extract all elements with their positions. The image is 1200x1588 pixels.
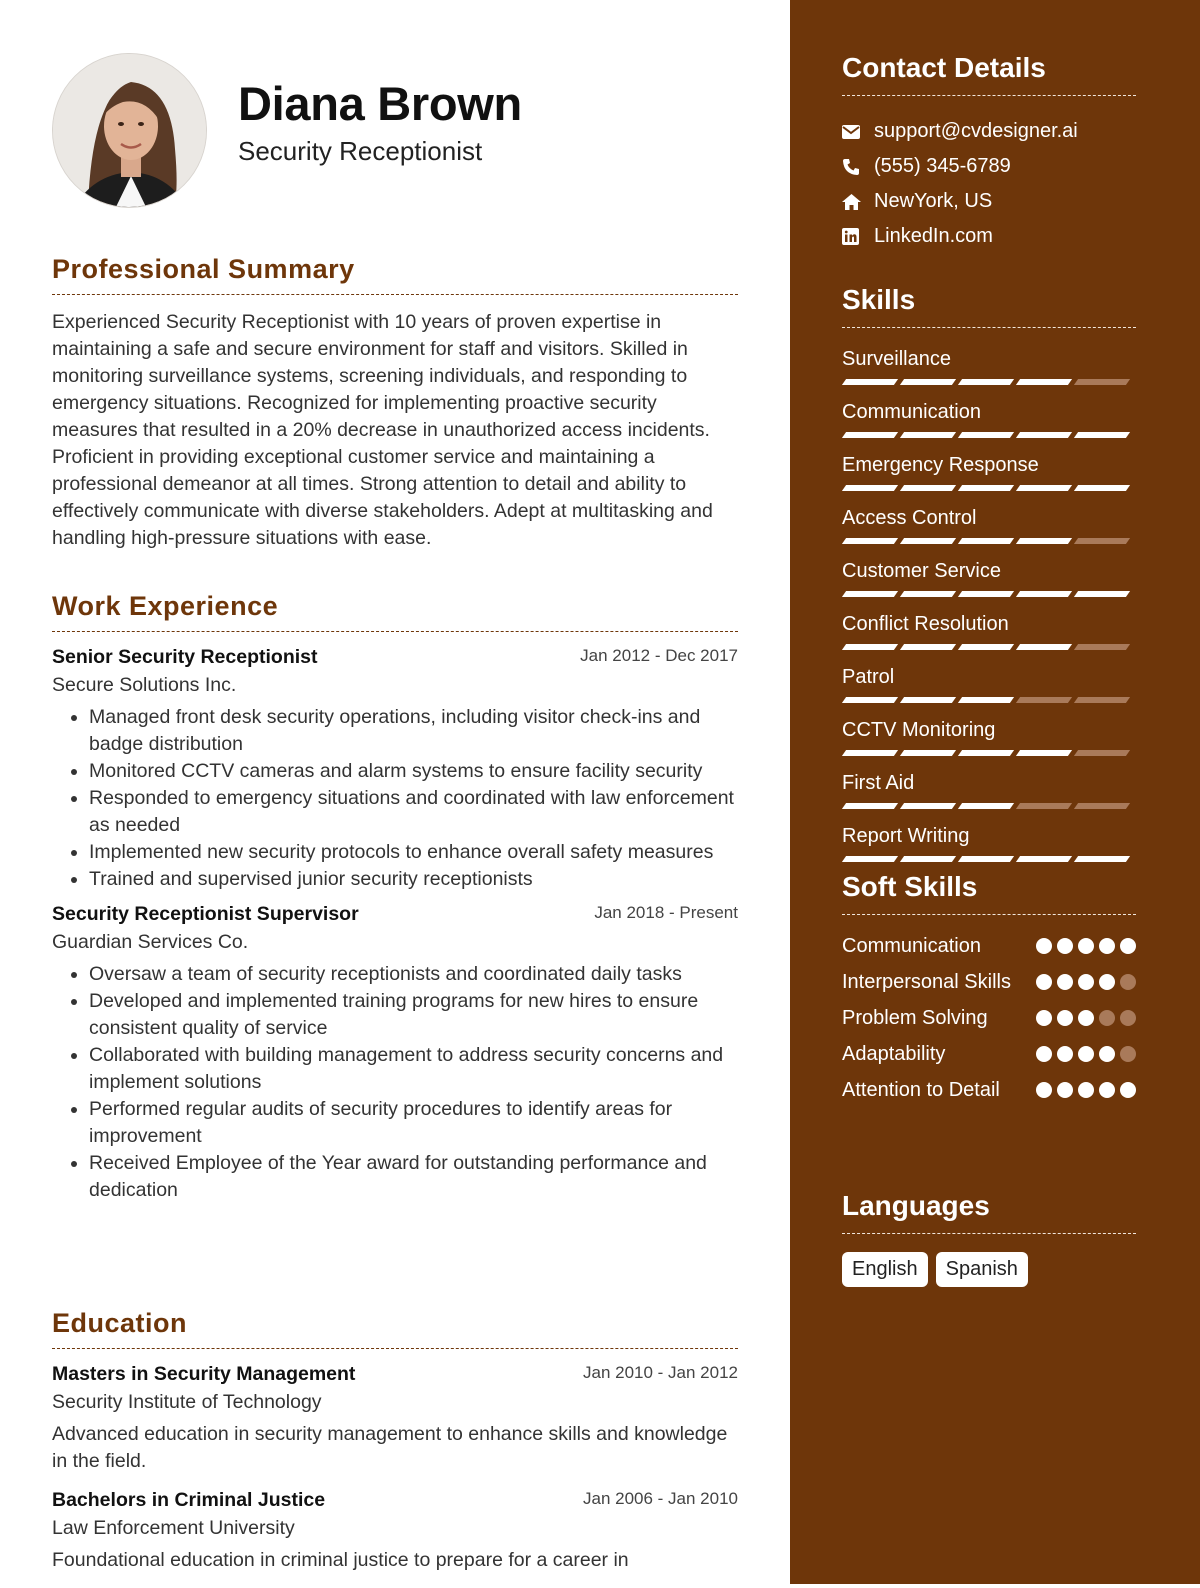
- skill-level-bars: [844, 538, 1136, 544]
- skill-level-segment: [958, 803, 1014, 809]
- rating-dot: [1099, 1046, 1115, 1062]
- skill-level-segment: [1074, 379, 1130, 385]
- skill-level-segment: [900, 697, 956, 703]
- school-name: Security Institute of Technology: [52, 1391, 322, 1413]
- languages-section: [842, 1189, 1136, 1287]
- skill-level-segment: [1016, 538, 1072, 544]
- skill-level-segment: [1016, 379, 1072, 385]
- soft-skill-row: [842, 1077, 1136, 1104]
- soft-skill-label: Communication: [842, 935, 981, 957]
- skill-level-segment: [842, 644, 898, 650]
- contact-section: [842, 51, 1136, 254]
- job-bullet: • Oversaw a team of security receptionists and coordinated daily tasks: [89, 961, 738, 988]
- skill-level-segment: [1074, 750, 1130, 756]
- skill-level-segment: [958, 485, 1014, 491]
- skill-level-segment: [1074, 591, 1130, 597]
- skills-section: [842, 283, 1136, 876]
- rating-dot: [1078, 1046, 1094, 1062]
- contact-title: Contact Details: [842, 51, 1136, 96]
- job-bullet: • Developed and implemented training programs for new hires to ensure consistent quality of service: [89, 988, 738, 1042]
- job-title: Senior Security Receptionist: [52, 646, 318, 668]
- skill-label: Report Writing: [842, 825, 970, 847]
- skill-level-segment: [1016, 432, 1072, 438]
- skill-label: Access Control: [842, 507, 977, 529]
- candidate-role: Security Receptionist: [238, 136, 483, 166]
- skill-level-segment: [900, 379, 956, 385]
- education-entry: [52, 1489, 738, 1574]
- soft-skill-label: Adaptability: [842, 1043, 946, 1065]
- contact-text: (555) 345-6789: [874, 155, 1011, 177]
- job-title: Security Receptionist Supervisor: [52, 903, 359, 925]
- soft-skills-title: Soft Skills: [842, 870, 1136, 915]
- job-bullet: • Received Employee of the Year award for outstanding performance and dedication: [89, 1150, 738, 1204]
- job-bullets: [52, 961, 738, 1204]
- job-list: [52, 646, 738, 1204]
- rating-dot: [1036, 1010, 1052, 1026]
- rating-dot: [1036, 1082, 1052, 1098]
- job-bullet: • Collaborated with building management to address security concerns and implement solutions: [89, 1042, 738, 1096]
- skill-level-segment: [1074, 856, 1130, 862]
- education-date: Jan 2010 - Jan 2012: [582, 1363, 738, 1382]
- contact-text: LinkedIn.com: [874, 225, 993, 247]
- job-header: [52, 903, 738, 929]
- rating-dot: [1120, 1082, 1136, 1098]
- soft-skills-list: [842, 933, 1136, 1104]
- rating-dot: [1057, 974, 1073, 990]
- skill-label: CCTV Monitoring: [842, 719, 996, 741]
- skill-level-segment: [958, 379, 1014, 385]
- education-list: [52, 1363, 738, 1574]
- skill-level-segment: [958, 750, 1014, 756]
- contact-list: [842, 114, 1136, 254]
- skill-level-segment: [1074, 432, 1130, 438]
- skill-level-segment: [1016, 803, 1072, 809]
- soft-skill-label: Interpersonal Skills: [842, 971, 1011, 993]
- skill-level-segment: [842, 803, 898, 809]
- skill-label: Patrol: [842, 666, 895, 688]
- skill-level-segment: [1016, 644, 1072, 650]
- rating-dot: [1036, 974, 1052, 990]
- education-entry: [52, 1363, 738, 1475]
- skill-level-segment: [958, 856, 1014, 862]
- experience-section: [52, 589, 738, 1214]
- job-date: Jan 2012 - Dec 2017: [580, 646, 738, 665]
- skill-level-segment: [900, 750, 956, 756]
- avatar: [52, 53, 207, 208]
- language-tag: Spanish: [936, 1252, 1028, 1287]
- contact-text: support@cvdesigner.ai: [874, 120, 1078, 142]
- candidate-name: Diana Brown: [238, 77, 522, 130]
- skill-level-segment: [1074, 697, 1130, 703]
- soft-skill-label: Attention to Detail: [842, 1079, 1000, 1101]
- home-icon: [842, 194, 874, 210]
- skill-level-segment: [958, 644, 1014, 650]
- skill-label: Communication: [842, 401, 981, 423]
- skills-title: Skills: [842, 283, 1136, 328]
- sidebar: [790, 0, 1200, 1584]
- contact-row: [842, 219, 1136, 254]
- skill-level-bars: [844, 697, 1136, 703]
- rating-dot: [1120, 974, 1136, 990]
- contact-text: NewYork, US: [874, 190, 993, 212]
- skill-level-segment: [842, 856, 898, 862]
- soft-skill-rating: [1036, 974, 1136, 990]
- job-entry: [52, 903, 738, 1204]
- rating-dot: [1057, 1046, 1073, 1062]
- rating-dot: [1057, 1082, 1073, 1098]
- job-bullet: • Trained and supervised junior security receptionists: [89, 866, 738, 893]
- skill-level-bars: [844, 644, 1136, 650]
- skill-level-bars: [844, 379, 1136, 385]
- profile-photo: [53, 54, 207, 208]
- summary-text: Experienced Security Receptionist with 10 years of proven expertise in maintaining a safe and secure environment for staff and visitors. Skilled in monitoring surveillance systems, screening individuals, and responding to emergency situations. Recognized for implementing proactive security measures that resulted in a 20% decrease in unauthorized access incidents. Proficient in providing exceptional customer service and maintaining a professional demeanor at all times. Strong attention to detail and ability to effectively communicate with diverse stakeholders. Adept at multitasking and handling high-pressure situations with ease.: [52, 311, 713, 549]
- education-description: Advanced education in security management to enhance skills and knowledge in the field.: [52, 1423, 728, 1472]
- contact-row: [842, 149, 1136, 184]
- rating-dot: [1099, 974, 1115, 990]
- skill-level-segment: [842, 432, 898, 438]
- job-entry: [52, 646, 738, 893]
- skill-level-segment: [1016, 591, 1072, 597]
- skill-level-bars: [844, 432, 1136, 438]
- rating-dot: [1099, 938, 1115, 954]
- skill-level-segment: [900, 485, 956, 491]
- skill-level-segment: [900, 644, 956, 650]
- summary-section: [52, 252, 738, 552]
- job-date: Jan 2018 - Present: [594, 903, 738, 922]
- languages-title: Languages: [842, 1189, 1136, 1234]
- education-header: [52, 1489, 738, 1515]
- language-tag: English: [842, 1252, 928, 1287]
- rating-dot: [1120, 938, 1136, 954]
- skill-level-segment: [1016, 856, 1072, 862]
- soft-skills-section: [842, 870, 1136, 1113]
- skill-level-bars: [844, 856, 1136, 862]
- rating-dot: [1057, 938, 1073, 954]
- rating-dot: [1099, 1010, 1115, 1026]
- skill-level-bars: [844, 750, 1136, 756]
- skill-level-segment: [1074, 644, 1130, 650]
- education-title: Education: [52, 1306, 738, 1349]
- experience-title: Work Experience: [52, 589, 738, 632]
- skill-level-segment: [1016, 697, 1072, 703]
- rating-dot: [1036, 1046, 1052, 1062]
- skill-level-bars: [844, 485, 1136, 491]
- skill-level-segment: [900, 432, 956, 438]
- skill-level-segment: [842, 697, 898, 703]
- rating-dot: [1078, 974, 1094, 990]
- skill-label: Customer Service: [842, 560, 1001, 582]
- job-header: [52, 646, 738, 672]
- school-name: Law Enforcement University: [52, 1517, 295, 1539]
- skill-level-segment: [1074, 538, 1130, 544]
- skill-label: First Aid: [842, 772, 915, 794]
- education-header: [52, 1363, 738, 1389]
- skill-level-segment: [842, 379, 898, 385]
- skill-level-segment: [1074, 485, 1130, 491]
- skill-level-segment: [1016, 750, 1072, 756]
- soft-skill-rating: [1036, 1082, 1136, 1098]
- skill-label: Surveillance: [842, 348, 951, 370]
- job-bullet: • Responded to emergency situations and coordinated with law enforcement as needed: [89, 785, 738, 839]
- contact-row: [842, 184, 1136, 219]
- rating-dot: [1078, 1082, 1094, 1098]
- soft-skill-row: [842, 1005, 1136, 1032]
- rating-dot: [1078, 938, 1094, 954]
- soft-skill-rating: [1036, 938, 1136, 954]
- rating-dot: [1120, 1010, 1136, 1026]
- education-description: Foundational education in criminal justice to prepare for a career in: [52, 1549, 629, 1571]
- skill-level-segment: [842, 591, 898, 597]
- summary-title: Professional Summary: [52, 252, 738, 295]
- job-bullet: • Performed regular audits of security procedures to identify areas for improvement: [89, 1096, 738, 1150]
- education-date: Jan 2006 - Jan 2010: [582, 1489, 738, 1508]
- phone-icon: [842, 158, 874, 176]
- soft-skill-rating: [1036, 1010, 1136, 1026]
- skill-level-segment: [842, 538, 898, 544]
- skill-level-segment: [1016, 485, 1072, 491]
- skill-level-segment: [842, 485, 898, 491]
- rating-dot: [1078, 1010, 1094, 1026]
- education-section: [52, 1306, 738, 1588]
- skill-level-segment: [958, 538, 1014, 544]
- skill-level-segment: [958, 432, 1014, 438]
- degree-title: Bachelors in Criminal Justice: [52, 1489, 326, 1511]
- skill-level-segment: [900, 591, 956, 597]
- job-bullet: • Implemented new security protocols to enhance overall safety measures: [89, 839, 738, 866]
- soft-skill-row: [842, 1041, 1136, 1068]
- language-list: [842, 1252, 1136, 1287]
- skill-level-segment: [958, 697, 1014, 703]
- skill-label: Emergency Response: [842, 454, 1039, 476]
- email-icon: [842, 125, 874, 139]
- soft-skill-label: Problem Solving: [842, 1007, 988, 1029]
- job-bullets: [52, 704, 738, 893]
- skill-level-bars: [844, 803, 1136, 809]
- linkedin-icon: [842, 228, 874, 245]
- skills-list: [842, 346, 1136, 862]
- rating-dot: [1120, 1046, 1136, 1062]
- rating-dot: [1057, 1010, 1073, 1026]
- contact-row: [842, 114, 1136, 149]
- skill-level-segment: [958, 591, 1014, 597]
- soft-skill-row: [842, 969, 1136, 996]
- skill-level-segment: [900, 856, 956, 862]
- skill-level-segment: [842, 750, 898, 756]
- degree-title: Masters in Security Management: [52, 1363, 356, 1385]
- rating-dot: [1099, 1082, 1115, 1098]
- job-company: Guardian Services Co.: [52, 931, 249, 953]
- skill-label: Conflict Resolution: [842, 613, 1009, 635]
- job-bullet: • Monitored CCTV cameras and alarm systems to ensure facility security: [89, 758, 738, 785]
- soft-skill-rating: [1036, 1046, 1136, 1062]
- skill-level-segment: [900, 538, 956, 544]
- soft-skill-row: [842, 933, 1136, 960]
- skill-level-segment: [900, 803, 956, 809]
- job-company: Secure Solutions Inc.: [52, 674, 237, 696]
- skill-level-bars: [844, 591, 1136, 597]
- skill-level-segment: [1074, 803, 1130, 809]
- job-bullet: • Managed front desk security operations, including visitor check-ins and badge distribution: [89, 704, 738, 758]
- rating-dot: [1036, 938, 1052, 954]
